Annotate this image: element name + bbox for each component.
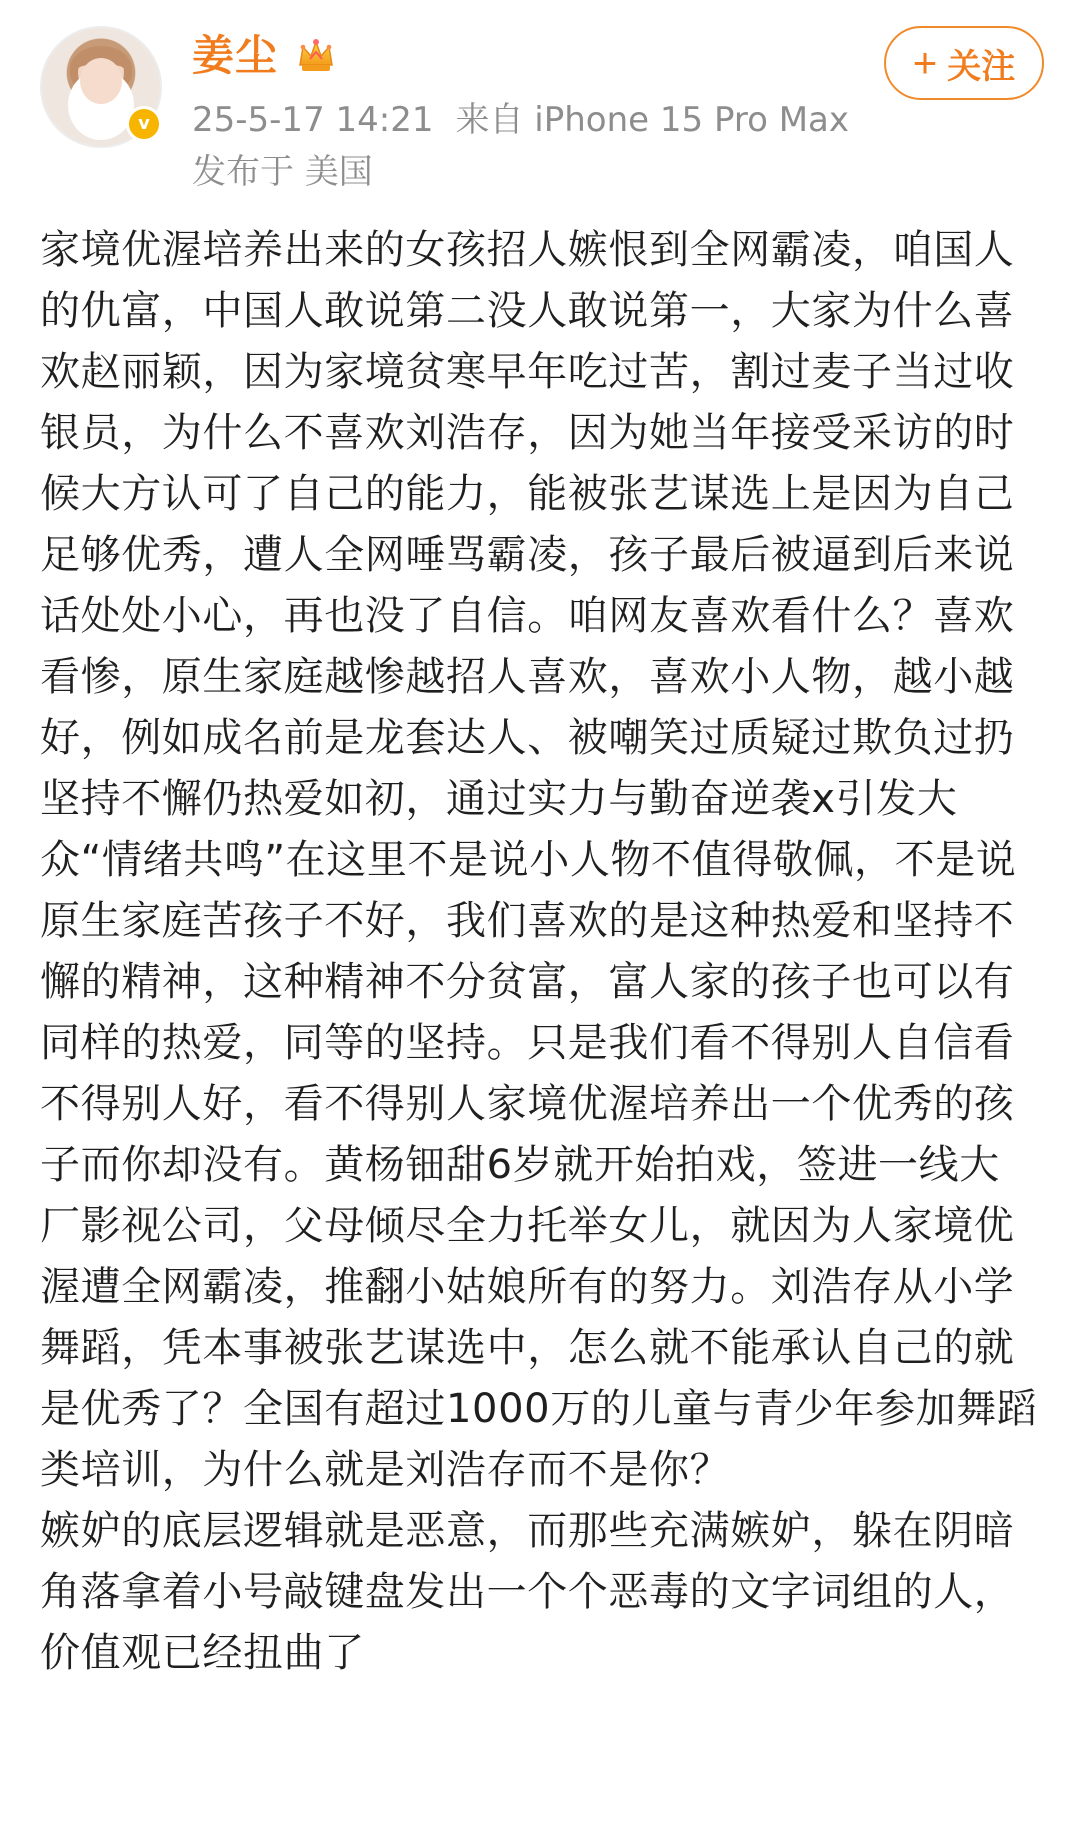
plus-icon: + <box>912 39 938 86</box>
post-source: 来自 iPhone 15 Pro Max <box>455 100 849 140</box>
verified-badge-icon: v <box>126 106 162 142</box>
follow-label: 关注 <box>947 47 1016 86</box>
timestamp: 25-5-17 14:21 <box>192 100 434 140</box>
avatar[interactable] <box>40 26 162 148</box>
post-location: 发布于 美国 <box>192 152 373 192</box>
avatar-face <box>80 58 122 104</box>
post-meta <box>192 98 849 142</box>
post-paragraph-2: 嫉妒的底层逻辑就是恶意，而那些充满嫉妒，躲在阴暗角落拿着小号敲键盘发出一个个恶毒的文字词组的人，价值观已经扭曲了 <box>40 1508 1015 1676</box>
post-header <box>0 0 1080 200</box>
post-body <box>40 220 1040 1684</box>
username[interactable]: 姜尘 <box>192 31 279 80</box>
follow-button[interactable] <box>884 26 1044 100</box>
post-paragraph-1: 家境优渥培养出来的女孩招人嫉恨到全网霸凌，咱国人的仇富，中国人敢说第二没人敢说第一，大家为什么喜欢赵丽颖，因为家境贫寒早年吃过苦，割过麦子当过收银员，为什么不喜欢刘浩存，因为她当年接受采访的时候大方认可了自己的能力，能被张艺谋选上是因为自己足够优秀，遭人全网唾骂霸凌，孩子最后被逼到后来说话处处小心，再也没了自信。咱网友喜欢看什么？喜欢看惨，原生家庭越惨越招人喜欢，喜欢小人物，越小越好，例如成名前是龙套达人、被嘲笑过质疑过欺负过扔坚持不懈仍热爱如初，通过实力与勤奋逆袭x引发大众“情绪共鸣”在这里不是说小人物不值得敬佩，不是说原生家庭苦孩子不好，我们喜欢的是这种热爱和坚持不懈的精神，这种精神不分贫富，富人家的孩子也可以有同样的热爱，同等的坚持。只是我们看不得别人自信看不得别人好，看不得别人家境优渥培养出一个优秀的孩子而你却没有。黄杨钿甜6岁就开始拍戏，签进一线大厂影视公司，父母倾尽全力托举女儿，就因为人家境优渥遭全网霸凌，推翻小姑娘所有的努力。刘浩存从小学舞蹈，凭本事被张艺谋选中，怎么就不能承认自己的就是优秀了？全国有超过1000万的儿童与青少年参加舞蹈类培训，为什么就是刘浩存而不是你？ <box>40 227 1038 1493</box>
crown-icon <box>294 34 338 78</box>
bottom-spacer <box>0 1808 1080 1848</box>
